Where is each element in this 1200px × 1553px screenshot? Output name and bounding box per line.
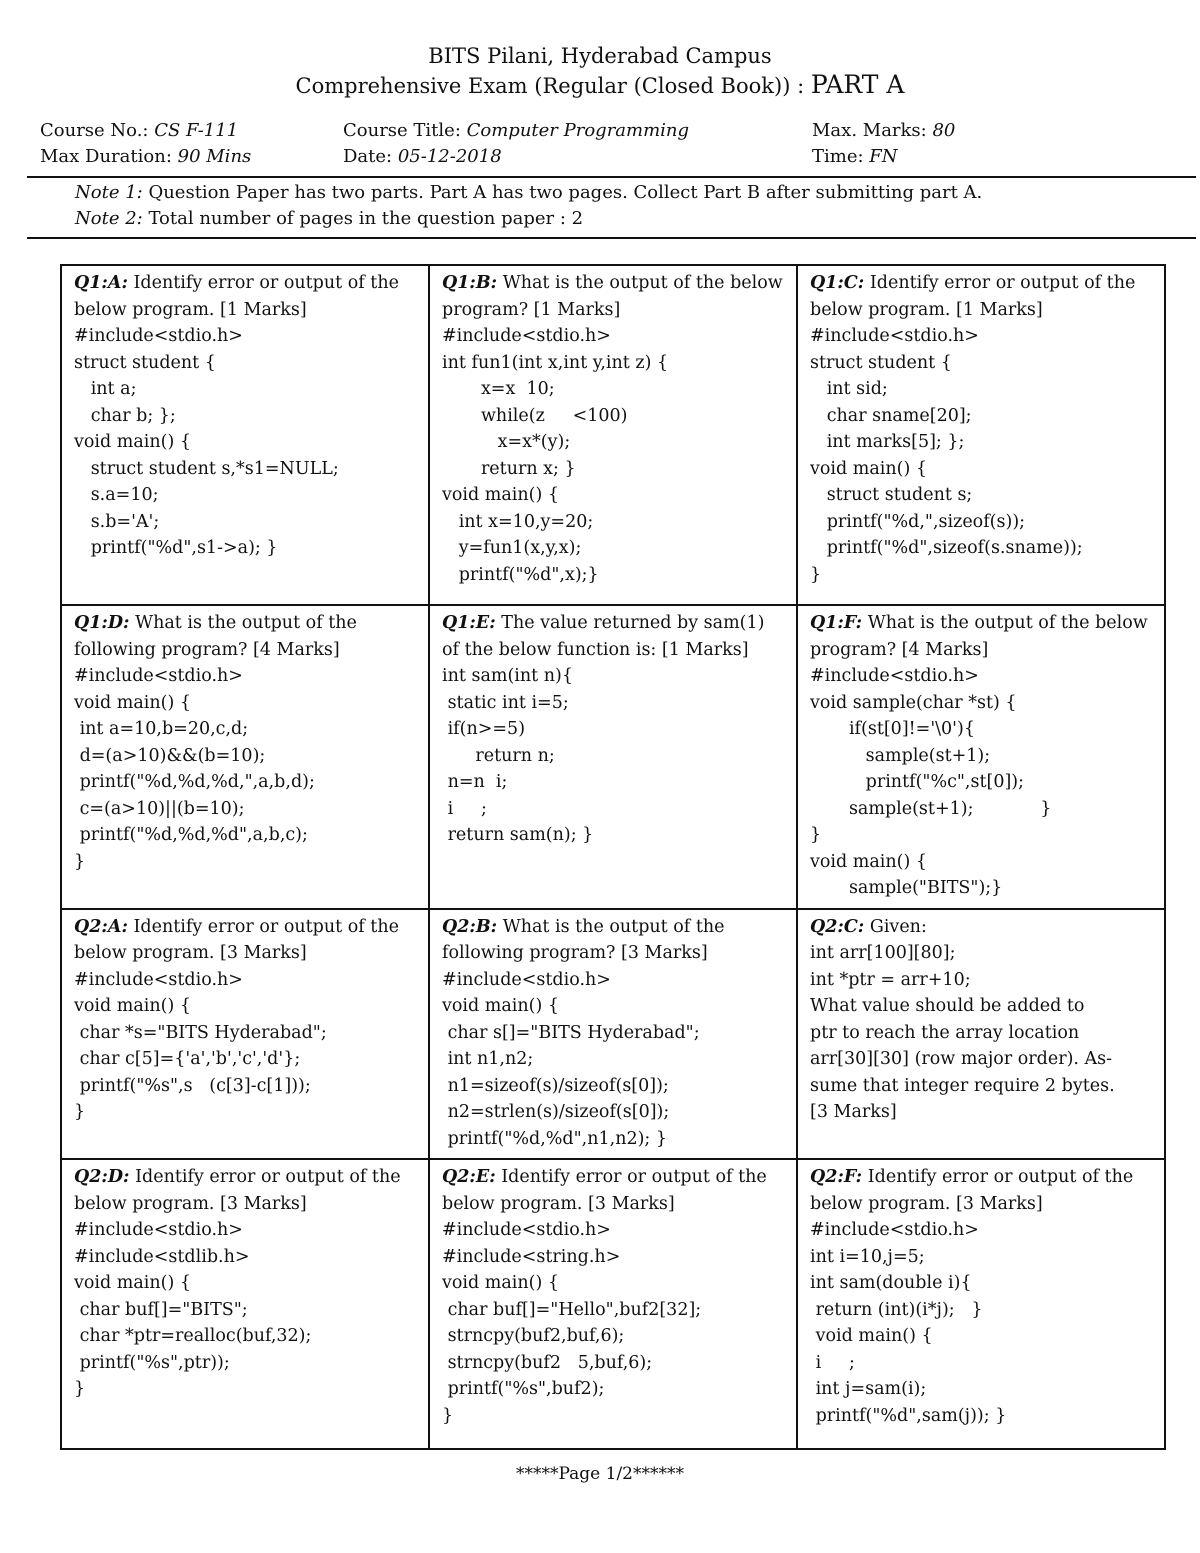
question-grid	[60, 264, 1166, 1450]
question-code: #include<stdio.h> struct student { int a; char b; }; void main() { struct student s,*s1=NULL; s.a=10; s.b='A'; printf("%d",s1->a); }	[74, 326, 339, 558]
question-q1b: Q1:B: What is the output of the below program? [1 Marks] #include<stdio.h> int fun1(int x,int y,int z) { x=x 10; while(z <100) x=x*(y); return x; } void main() { int x=10,y=20; y=fun1(x,y,x); printf("%d",x);}	[429, 265, 797, 605]
question-q2e: Q2:E: Identify error or output of the below program. [3 Marks] #include<stdio.h> #include<string.h> void main() { char buf[]="Hello",buf2[32]; strncpy(buf2,buf,6); strncpy(buf2 5,buf,6); printf("%s",buf2); }	[429, 1159, 797, 1449]
question-code: #include<stdio.h> void main() { char *s="BITS Hyderabad"; char c[5]={'a','b','c','d'}; printf("%s",s (c[3]-c[1])); }	[74, 969, 327, 1122]
question-code: #include<stdio.h> int i=10,j=5; int sam(double i){ return (int)(i*j); } void main() { i ; int j=sam(i); printf("%d",sam(j)); }	[810, 1220, 1007, 1426]
question-q1f: Q1:F: What is the output of the below program? [4 Marks] #include<stdio.h> void sample(char *st) { if(st[0]!='\0'){ sample(st+1); printf("%c",st[0]); sample(st+1); } } void main() { sample("BITS");}	[797, 605, 1165, 909]
exam-title	[0, 70, 1200, 99]
institute-title: BITS Pilani, Hyderabad Campus	[428, 44, 772, 68]
question-code: #include<stdio.h> #include<string.h> void main() { char buf[]="Hello",buf2[32]; strncpy(buf2,buf,6); strncpy(buf2 5,buf,6); printf("%s",buf2); }	[442, 1220, 702, 1426]
exam-time: Time: FN	[812, 146, 898, 167]
question-q1e: Q1:E: The value returned by sam(1) of the below function is: [1 Marks] int sam(int n){ static int i=5; if(n>=5) return n; n=n i; i ; return sam(n); }	[429, 605, 797, 909]
course-no: Course No.: CS F-111	[40, 120, 239, 141]
part-label: PART A	[810, 70, 905, 99]
question-code: #include<stdio.h> #include<stdlib.h> void main() { char buf[]="BITS"; char *ptr=realloc(buf,32); printf("%s",ptr)); }	[74, 1220, 312, 1399]
question-q2c: Q2:C: Given: int arr[100][80]; int *ptr = arr+10; What value should be added to ptr to reach the array location arr[30][30] (row major order). As- sume that integer require 2 bytes. [3 Marks]	[797, 909, 1165, 1160]
question-q2a: Q2:A: Identify error or output of the below program. [3 Marks] #include<stdio.h> void main() { char *s="BITS Hyderabad"; char c[5]={'a','b','c','d'}; printf("%s",s (c[3]-c[1])); }	[61, 909, 429, 1160]
notes-divider	[27, 237, 1196, 239]
question-code: #include<stdio.h> int fun1(int x,int y,int z) { x=x 10; while(z <100) x=x*(y); return x; } void main() { int x=10,y=20; y=fun1(x,y,x); printf("%d",x);}	[442, 326, 669, 585]
header-divider	[27, 176, 1196, 178]
question-code: int sam(int n){ static int i=5; if(n>=5) return n; n=n i; i ; return sam(n); }	[442, 666, 594, 845]
page-footer: *****Page 1/2******	[515, 1464, 685, 1484]
course-title: Course Title: Computer Programming	[343, 120, 690, 141]
question-q1c: Q1:C: Identify error or output of the below program. [1 Marks] #include<stdio.h> struct student { int sid; char sname[20]; int marks[5]; }; void main() { struct student s; printf("%d,",sizeof(s)); printf("%d",sizeof(s.sname)); }	[797, 265, 1165, 605]
max-duration: Max Duration: 90 Mins	[40, 146, 252, 167]
question-code: #include<stdio.h> void main() { char s[]="BITS Hyderabad"; int n1,n2; n1=sizeof(s)/sizeof(s[0]); n2=strlen(s)/sizeof(s[0]); printf("%d,%d",n1,n2); }	[442, 969, 700, 1149]
question-q1a: Q1:A: Identify error or output of the below program. [1 Marks] #include<stdio.h> struct student { int a; char b; }; void main() { struct student s,*s1=NULL; s.a=10; s.b='A'; printf("%d",s1->a); }	[61, 265, 429, 605]
question-code: #include<stdio.h> struct student { int sid; char sname[20]; int marks[5]; }; void main() { struct student s; printf("%d,",sizeof(s)); printf("%d",sizeof(s.sname)); }	[810, 326, 1083, 585]
question-q1d: Q1:D: What is the output of the following program? [4 Marks] #include<stdio.h> void main() { int a=10,b=20,c,d; d=(a>10)&&(b=10); printf("%d,%d,%d,",a,b,d); c=(a>10)||(b=10); printf("%d,%d,%d",a,b,c); }	[61, 605, 429, 909]
question-code: #include<stdio.h> void main() { int a=10,b=20,c,d; d=(a>10)&&(b=10); printf("%d,%d,%d,",a,b,d); c=(a>10)||(b=10); printf("%d,%d,%d",a,b,c); }	[74, 666, 315, 872]
question-code: int arr[100][80]; int *ptr = arr+10; What value should be added to ptr to reach the array location arr[30][30] (row major order). As- sume that integer require 2 bytes. [3 Marks]	[810, 943, 1115, 1122]
note-2: Note 2: Total number of pages in the question paper : 2	[75, 208, 584, 229]
question-q2b: Q2:B: What is the output of the following program? [3 Marks] #include<stdio.h> void main() { char s[]="BITS Hyderabad"; int n1,n2; n1=sizeof(s)/sizeof(s[0]); n2=strlen(s)/sizeof(s[0]); printf("%d,%d",n1,n2); }	[429, 909, 797, 1160]
max-marks: Max. Marks: 80	[812, 120, 956, 141]
question-q2f: Q2:F: Identify error or output of the below program. [3 Marks] #include<stdio.h> int i=10,j=5; int sam(double i){ return (int)(i*j); } void main() { i ; int j=sam(i); printf("%d",sam(j)); }	[797, 1159, 1165, 1449]
exam-date: Date: 05-12-2018	[343, 146, 502, 167]
question-q2d: Q2:D: Identify error or output of the below program. [3 Marks] #include<stdio.h> #include<stdlib.h> void main() { char buf[]="BITS"; char *ptr=realloc(buf,32); printf("%s",ptr)); }	[61, 1159, 429, 1449]
question-code: #include<stdio.h> void sample(char *st) { if(st[0]!='\0'){ sample(st+1); printf("%c",st[0]); sample(st+1); } } void main() { sample("BITS");}	[810, 666, 1052, 898]
note-1: Note 1: Question Paper has two parts. Part A has two pages. Collect Part B after submitting part A.	[75, 182, 983, 203]
exam-name: Comprehensive Exam (Regular (Closed Book)) :	[295, 74, 805, 98]
